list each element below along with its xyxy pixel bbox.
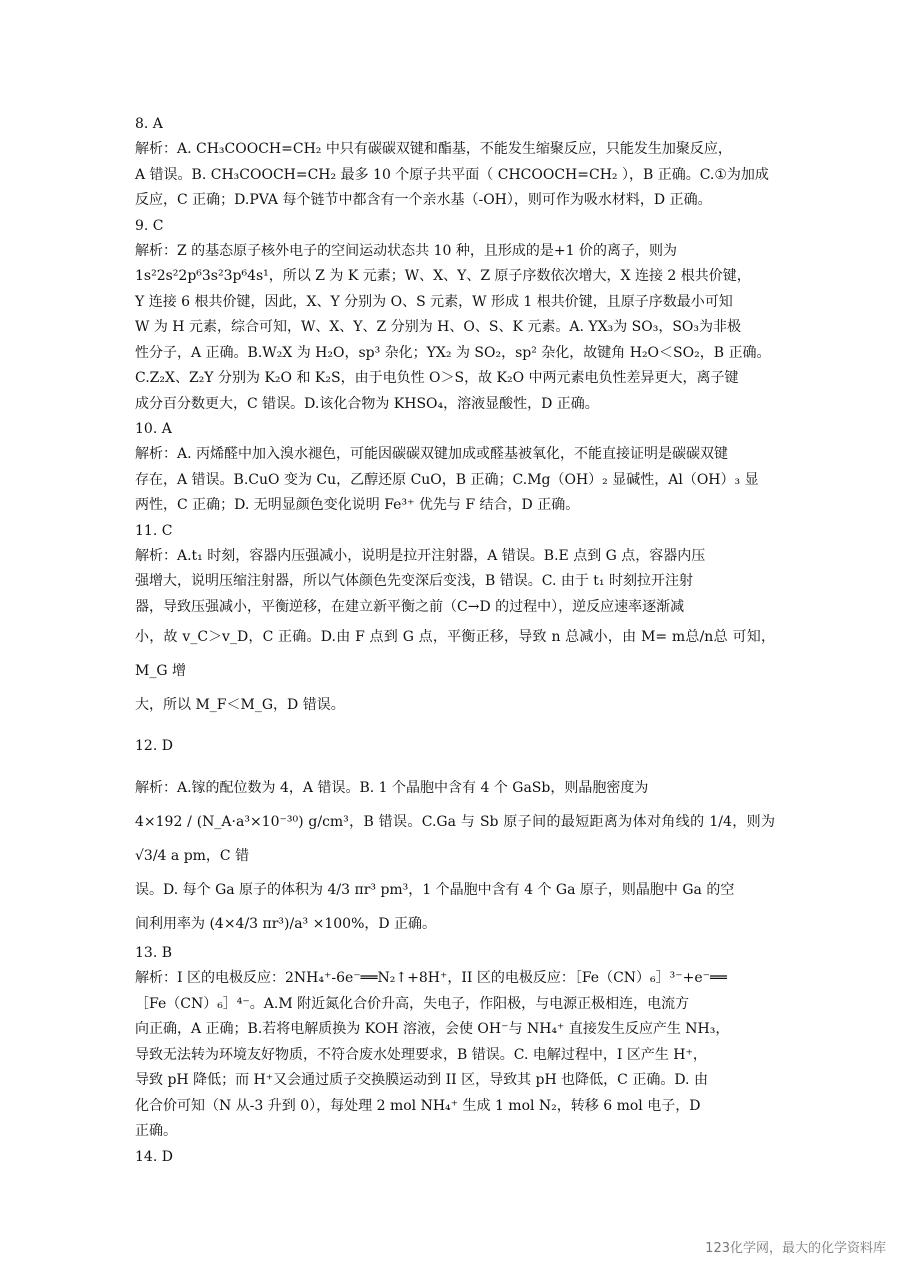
text-line: C.Z₂X、Z₂Y 分别为 K₂O 和 K₂S，由于电负性 O＞S，故 K₂O 中两元素电负性差异更大，离子键 bbox=[135, 370, 739, 386]
answer-number: 9. C bbox=[135, 217, 164, 234]
text-line: W 为 H 元素，综合可知，W、X、Y、Z 分别为 H、O、S、K 元素。A. YX₃为 SO₃，SO₃为非极 bbox=[135, 319, 742, 335]
text-line: 向正确，A 正确；B.若将电解质换为 KOH 溶液，会使 OH⁻与 NH₄⁺ 直接发生反应产生 NH₃， bbox=[135, 1021, 730, 1037]
text-line: 4×192 / (N_A·a³×10⁻³⁰) g/cm³，B 错误。C.Ga 与 Sb 原子间的最短距离为体对角线的 1/4，则为 √3/4 a pm，C 错 bbox=[135, 814, 775, 864]
text-line: 小，故 v_C＞v_D，C 正确。D.由 F 点到 G 点，平衡正移，导致 n 总减小，由 M= m总/n总 可知，M_G 增 bbox=[135, 629, 775, 679]
explanation bbox=[135, 239, 775, 418]
text-line: 解析：A.镓的配位数为 4，A 错误。B. 1 个晶胞中含有 4 个 GaSb，则晶胞密度为 bbox=[135, 780, 649, 796]
text-line: 间利用率为 (4×4/3 πr³)/a³ ×100%，D 正确。 bbox=[135, 916, 437, 932]
explanation bbox=[135, 442, 775, 519]
text-line: 存在，A 错误。B.CuO 变为 Cu，乙醇还原 CuO，B 正确；C.Mg（OH）₂ 显碱性，Al（OH）₃ 显 bbox=[135, 471, 759, 488]
explanation bbox=[135, 771, 775, 941]
text-line: Y 连接 6 根共价键，因此，X、Y 分别为 O、S 元素，W 形成 1 根共价键，且原子序数最小可知 bbox=[135, 293, 733, 310]
answer-number: 14. D bbox=[135, 1148, 173, 1165]
explanation bbox=[135, 544, 775, 723]
text-line: 两性，C 正确；D. 无明显颜色变化说明 Fe³⁺ 优先与 F 结合，D 正确。 bbox=[135, 497, 580, 513]
answer-number: 12. D bbox=[135, 738, 173, 754]
text-line: 解析：I 区的电极反应：2NH₄⁺-6e⁻══N₂↑+8H⁺，II 区的电极反应：［Fe（CN）₆］³⁻+e⁻══ bbox=[135, 970, 727, 986]
text-line: 器，导致压强减小，平衡逆移，在建立新平衡之前（C→D 的过程中），逆反应速率逐渐减 bbox=[135, 598, 685, 615]
answer-number: 10. A bbox=[135, 421, 172, 437]
text-line: 解析：A. CH₃COOCH=CH₂ 中只有碳碳双键和酯基，不能发生缩聚反应，只能发生加聚反应， bbox=[135, 141, 732, 157]
explanation bbox=[135, 137, 775, 214]
text-line: 1s²2s²2p⁶3s²3p⁶4s¹，所以 Z 为 K 元素；W、X、Y、Z 原子序数依次增大，X 连接 2 根共价键， bbox=[135, 268, 751, 284]
answer-number: 13. B bbox=[135, 945, 173, 961]
text-line: 性分子，A 正确。B.W₂X 为 H₂O，sp³ 杂化；YX₂ 为 SO₂，sp² 杂化，故键角 H₂O＜SO₂，B 正确。 bbox=[135, 344, 771, 361]
text-line: 解析：A. 丙烯醛中加入溴水褪色，可能因碳碳双键加成或醛基被氧化，不能直接证明是碳碳双键 bbox=[135, 446, 729, 462]
site-watermark: 123化学网，最大的化学资料库 bbox=[705, 1241, 886, 1256]
text-line: 成分百分数更大，C 错误。D.该化合物为 KHSO₄，溶液显酸性，D 正确。 bbox=[135, 395, 599, 412]
text-line: 解析：A.t₁ 时刻，容器内压强减小，说明是拉开注射器，A 错误。B.E 点到 G 点，容器内压 bbox=[135, 547, 706, 564]
text-line: 导致无法转为环境友好物质，不符合废水处理要求，B 错误。C. 电解过程中，I 区产生 H⁺， bbox=[135, 1046, 707, 1063]
text-line: 强增大，说明压缩注射器，所以气体颜色先变深后变浅，B 错误。C. 由于 t₁ 时刻拉开注射 bbox=[135, 573, 693, 589]
text-line: ［Fe（CN）₆］⁴⁻。A.M 附近氮化合价升高，失电子，作阳极，与电源正极相连，电流方 bbox=[135, 995, 690, 1012]
text-line: 大，所以 M_F＜M_G，D 错误。 bbox=[135, 697, 345, 713]
text-line: 正确。 bbox=[135, 1123, 177, 1139]
text-line: 解析：Z 的基态原子核外电子的空间运动状态共 10 种，且形成的是+1 价的离子，则为 bbox=[135, 242, 677, 259]
answer-number: 11. C bbox=[135, 522, 173, 539]
text-line: A 错误。B. CH₃COOCH=CH₂ 最多 10 个原子共平面（ CHCOOCH=CH₂ ），B 正确。C.①为加成 bbox=[135, 166, 769, 183]
answer-number: 8. A bbox=[135, 116, 163, 132]
text-line: 化合价可知（N 从-3 升到 0），每处理 2 mol NH₄⁺ 生成 1 mol N₂，转移 6 mol 电子，D bbox=[135, 1097, 701, 1114]
text-line: 反应，C 正确；D.PVA 每个链节中都含有一个亲水基（-OH），则可作为吸水材料，D 正确。 bbox=[135, 192, 712, 208]
answer-document bbox=[135, 112, 775, 1170]
text-line: 导致 pH 降低；而 H⁺又会通过质子交换膜运动到 II 区，导致其 pH 也降低，C 正确。D. 由 bbox=[135, 1072, 708, 1088]
text-line: 误。D. 每个 Ga 原子的体积为 4/3 πr³ pm³，1 个晶胞中含有 4 个 Ga 原子，则晶胞中 Ga 的空 bbox=[135, 882, 735, 898]
explanation bbox=[135, 966, 775, 1145]
